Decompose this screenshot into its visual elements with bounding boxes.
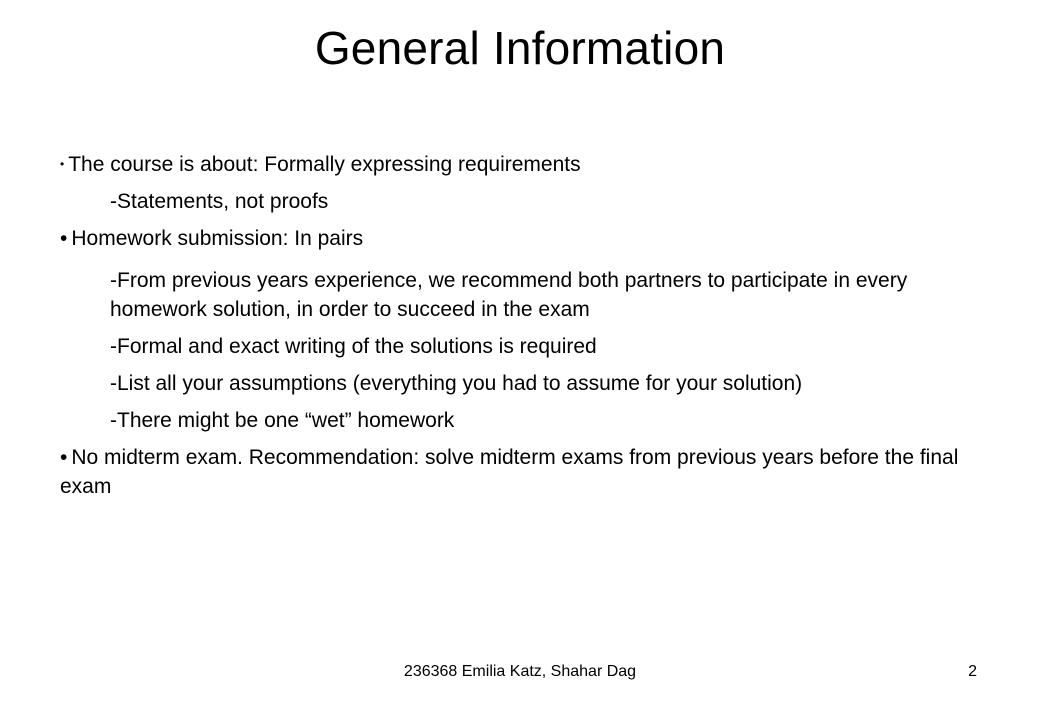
page-number: 2 [968, 663, 977, 680]
bullet-text: No midterm exam. Recommendation: solve midterm exams from previous years before the final exam [60, 446, 959, 498]
slide-body [60, 150, 970, 501]
sub-item-text: -From previous years experience, we recommend both partners to participate in every homework solution, in order to succeed in the exam [110, 269, 908, 321]
sub-item-wet-homework [60, 406, 970, 435]
sub-item-text: -Formal and exact writing of the solutions is required [110, 335, 597, 358]
bullet-course-about [60, 150, 970, 179]
sub-item-statements [60, 187, 970, 216]
bullet-text: The course is about: Formally expressing requirements [68, 153, 581, 176]
sub-item-assumptions [60, 369, 970, 398]
bullet-homework-submission [60, 224, 970, 253]
sub-item-text: -Statements, not proofs [110, 190, 329, 213]
bullet-dot-icon: • [60, 157, 65, 171]
sub-item-text: -List all your assumptions (everything you had to assume for your solution) [110, 372, 803, 395]
bullet-dot-icon: • [60, 446, 68, 469]
sub-item-formal-writing [60, 332, 970, 361]
slide-title: General Information [314, 22, 726, 74]
bullet-dot-icon: • [60, 227, 68, 250]
bullet-text: Homework submission: In pairs [71, 227, 364, 250]
footer-text: 236368 Emilia Katz, Shahar Dag [403, 663, 637, 680]
bullet-midterm [60, 443, 970, 501]
sub-item-text: -There might be one “wet” homework [110, 409, 455, 432]
sub-item-previous-years [60, 266, 970, 324]
slide-footer [0, 660, 1040, 684]
